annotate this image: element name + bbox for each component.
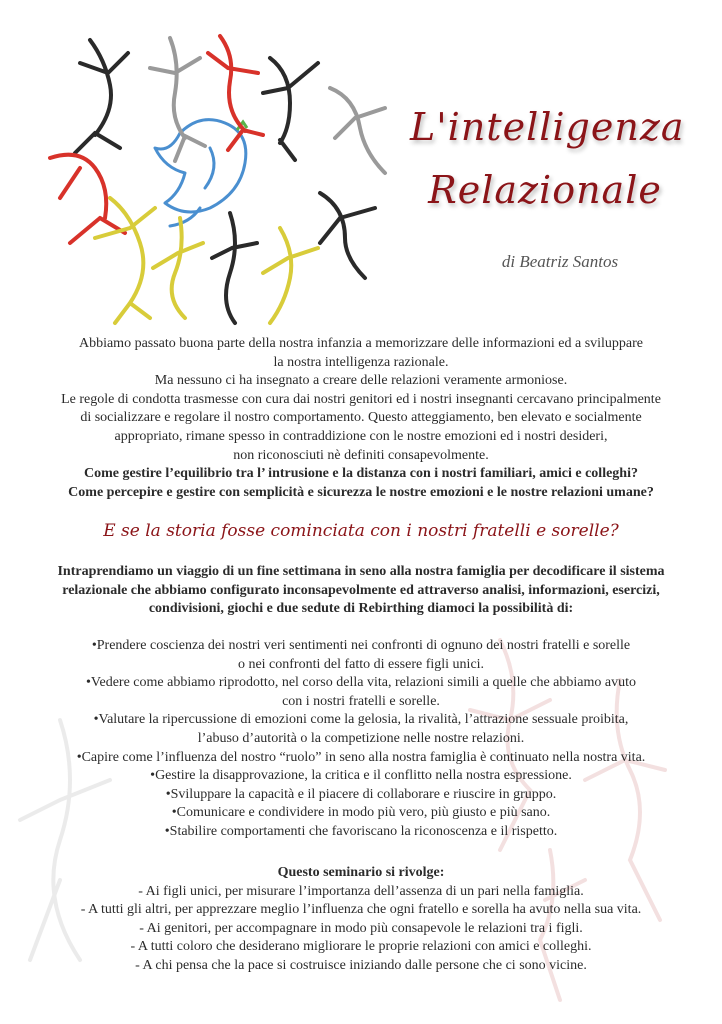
audience-heading: Questo seminario si rivolge: [277,865,445,880]
list-item: - A tutti gli altri, per apprezzare meglio l’influenza che ogni fratello e sorella ha avuto nella sua vita. [80,902,642,918]
dancer-figure [75,40,128,153]
dancer-figure [208,36,263,150]
list-item: con i nostri fratelli e sorelle. [282,693,440,709]
dove-graphic [155,120,246,226]
audience-section [20,864,702,976]
list-item: •Sviluppare la capacità e il piacere di collaborare e riuscire in gruppo. [165,786,557,802]
dancer-figure [263,228,318,323]
hook-tagline: E se la storia fosse cominciata con i nostri fratelli e sorelle? [103,521,619,541]
proposal-paragraph [20,563,702,619]
intro-line: la nostra intelligenza razionale. [273,354,449,370]
list-item: •Prendere coscienza dei nostri veri sentimenti nei confronti di ognuno dei nostri fratelli e sorelle [91,638,631,653]
intro-line: appropriato, rimane spesso in contraddizione con le nostre emozioni ed i nostri desideri, [114,428,608,444]
page-title-line-1: L'intelligenza [410,105,685,149]
list-item: l’abuso d’autorità o la competizione nelle nostre relazioni. [197,730,525,746]
proposal-line: condivisioni, giochi e due sedute di Rebirthing diamoci la possibilità di: [148,601,574,617]
intro-line: Le regole di condotta trasmesse con cura dai nostri genitori ed i nostri insegnanti cercavano principalmente [61,391,661,407]
question-line: Come gestire l’equilibrio tra l’ intrusione e la distanza con i nostri familiari, amici e colleghi? [84,466,638,482]
author-byline: di Beatriz Santos [501,252,619,271]
dancer-figure [150,38,205,161]
proposal-line: relazionale che abbiamo configurato inconsapevolmente ed attraverso analisi, informazioni, esercizi, [62,582,660,598]
list-item: - Ai genitori, per accompagnare in modo più consapevole le relazioni tra i figli. [139,920,583,936]
question-line: Come percepire e gestire con semplicità e sicurezza le nostre emozioni e le nostre relazioni umane? [68,484,654,500]
objectives-list [20,637,702,842]
intro-line: non riconosciuti nè definiti consapevolmente. [233,447,489,463]
list-item: •Vedere come abbiamo riprodotto, nel corso della vita, relazioni simili a quelle che abbiamo avuto [86,675,636,691]
list-item: •Comunicare e condividere in modo più vero, più giusto e più sano. [171,805,551,821]
list-item: - Ai figli unici, per misurare l’importanza dell’assenza di un pari nella famiglia. [138,883,584,899]
dancer-figure [263,58,318,160]
intro-line: Ma nessuno ci ha insegnato a creare delle relazioni veramente armoniose. [154,373,568,389]
list-item: •Gestire la disapprovazione, la critica e il conflitto nella nostra espressione. [150,768,572,784]
list-item: •Valutare la ripercussione di emozioni come la gelosia, la rivalità, l’attrazione sessuale proibita, [93,712,629,728]
dancer-figure [320,193,375,278]
intro-paragraph [20,335,702,502]
list-item: •Stabilire comportamenti che favoriscano la riconoscenza e il rispetto. [164,823,558,839]
dancer-figure [330,88,385,173]
list-item: o nei confronti del fatto di essere figli unici. [237,656,485,672]
dancer-figure [153,218,203,318]
intro-line: Abbiamo passato buona parte della nostra infanzia a memorizzare delle informazioni ed a sviluppare [78,336,644,351]
proposal-line: Intraprendiamo un viaggio di un fine settimana in seno alla nostra famiglia per decodificare il sistema [57,564,665,579]
list-item: •Capire come l’influenza del nostro “ruolo” in seno alla nostra famiglia è continuato nella nostra vita. [76,749,646,765]
page-title-line-2: Relazionale [428,168,662,212]
dancers-circle-illustration [30,18,410,328]
intro-line: di socializzare e regolare il nostro comportamento. Questo atteggiamento, ben elevato e socialmente [80,410,642,426]
list-item: - A tutti coloro che desiderano migliorare le proprie relazioni con amici e colleghi. [130,939,592,955]
list-item: - A chi pensa che la pace si costruisce iniziando dalle persone che ci sono vicine. [135,957,587,973]
dancer-figure [212,213,257,323]
